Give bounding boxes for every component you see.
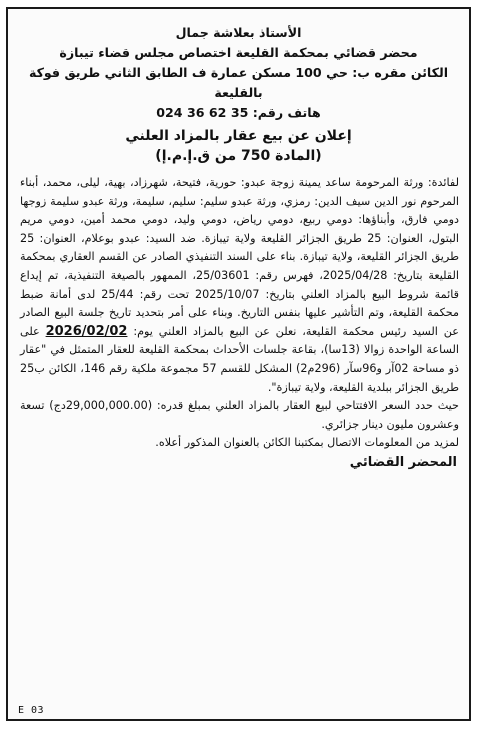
main-paragraph [20, 174, 459, 397]
sale-date: 2026/02/02 [45, 323, 128, 339]
signature: المحضر القضائي [349, 454, 457, 470]
phone-number: هاتف رقم: 35 62 36 024 [156, 105, 321, 120]
header-block [8, 23, 469, 166]
announcement-frame [6, 7, 471, 721]
lawyer-name: الأستاذ بعلاشة جمال [175, 25, 302, 40]
main-paragraph-text: لفائدة: ورثة المرحومة ساعد يمينة زوجة عبدو: حورية، فتيحة، شهرزاد، بهية، ليلى، محمد، أبناء المرحوم نور الدين سيف الدين: رمزي، ورثة عبدو سليم: سليم، سليمة، ورثة عبدو سليمة زوجها دومي فارق، وأبناؤها: دومي ربيع، دومي رياض، دومي وليد، دومي محمد أمين، دومي مريم البتول، العنوان: 25 طريق الجزائر القليعة ولاية تيبازة. ضد السيد: عبدو بوعلام، العنوان: 25 طريق الجزائر القليعة، ولاية تيبازة. بناء على السند التنفيذي الصادر عن القسم العقاري بمحكمة القليعة بتاريخ: 2025/04/28، فهرس رقم: 25/03601، الممهور بالصيغة التنفيذية، تم إيداع قائمة شروط البيع بالمزاد العلني بتاريخ: 2025/10/07 تحت رقم: 25/44 لدى أمانة ضبط محكمة القليعة، وتم التأشير عليها بنفس التاريخ. وبناء على أمر بتحديد تاريخ جلسة البيع الصادر عن السيد رئيس محكمة القليعة، نعلن عن البيع بالمزاد العلني يوم: [20, 176, 459, 338]
contact-paragraph: لمزيد من المعلومات الاتصال بمكتبنا الكائن بالعنوان المذكور أعلاه. [155, 436, 459, 450]
main-paragraph-end: على الساعة الواحدة زوالا (13سا)، بقاعة جلسات الأحداث بمحكمة القليعة للعقار المتمثل في "عقار ذو مساحة 02آر و96سآر (296م2) المشكل للقسم 57 مجموعة ملكية رقم 146، الكائن ب25 طريق الجزائر ببلدية القليعة، ولاية تيبازة". [20, 324, 460, 394]
announcement-title: إعلان عن بيع عقار بالمزاد العلني [125, 128, 352, 144]
office-address: الكائن مقره ب: حي 100 مسكن عمارة ف الطابق الثاني طريق فوكة بالقليعة [28, 65, 449, 100]
price-paragraph: حيث حدد السعر الافتتاحي لبيع العقار بالمزاد العلني بمبلغ قدره: (29,000,000.00دج) تسعة وعشرون مليون دينار جزائري. [20, 399, 459, 431]
announcement-body [20, 174, 459, 453]
page-reference: E 03 [18, 705, 45, 716]
office-line: محضر قضائي بمحكمة القليعة اختصاص مجلس قضاء تيبازة [59, 45, 418, 60]
legal-article: (المادة 750 من ق.إ.م.إ) [155, 148, 322, 164]
